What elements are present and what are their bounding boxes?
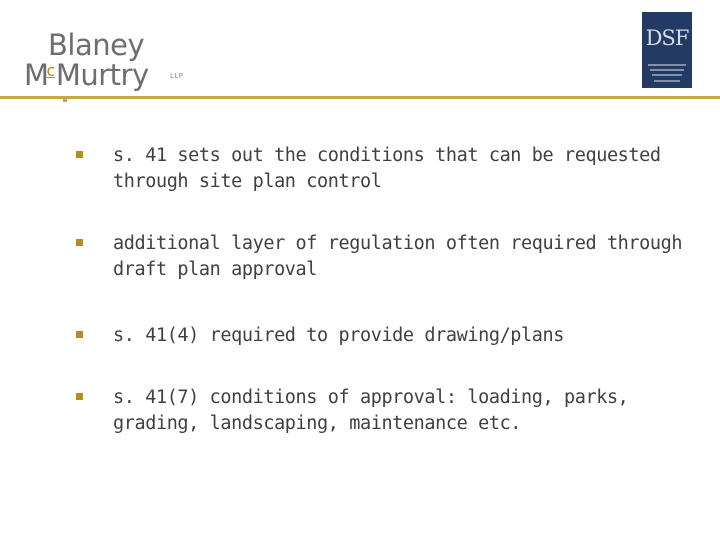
header-divider	[0, 96, 720, 99]
dsf-logo-line	[650, 69, 684, 71]
blaney-mcmurtry-logo	[24, 30, 194, 92]
bullet-marker	[76, 331, 83, 338]
bullet-text: s. 41 sets out the conditions that can be requested through site plan control	[113, 145, 661, 192]
logo-line-2	[24, 56, 149, 90]
bullet-text: s. 41(7) conditions of approval: loading, parks, grading, landscaping, maintenance etc.	[113, 387, 629, 434]
bullet-marker	[76, 393, 83, 400]
logo-line-2-superscript: c	[46, 61, 55, 80]
dsf-logo-line	[654, 80, 680, 82]
dsf-monogram: DSF	[645, 26, 689, 50]
logo-line-2-prefix: M	[24, 58, 49, 92]
dsf-logo-line	[652, 74, 682, 76]
bullet-marker	[76, 151, 83, 158]
bullet-text: additional layer of regulation often required through draft plan approval	[113, 233, 683, 280]
slide-header	[0, 0, 720, 100]
dsf-logo-line	[648, 64, 686, 66]
logo-llp: LLP	[170, 72, 184, 80]
bullet-marker	[76, 239, 83, 246]
logo-line-2-suffix: Murtry	[55, 58, 149, 92]
header-divider-notch	[63, 99, 67, 102]
dsf-logo	[642, 12, 692, 88]
bullet-text: s. 41(4) required to provide drawing/plans	[113, 325, 564, 346]
logo-line-1: Blaney	[48, 28, 145, 62]
